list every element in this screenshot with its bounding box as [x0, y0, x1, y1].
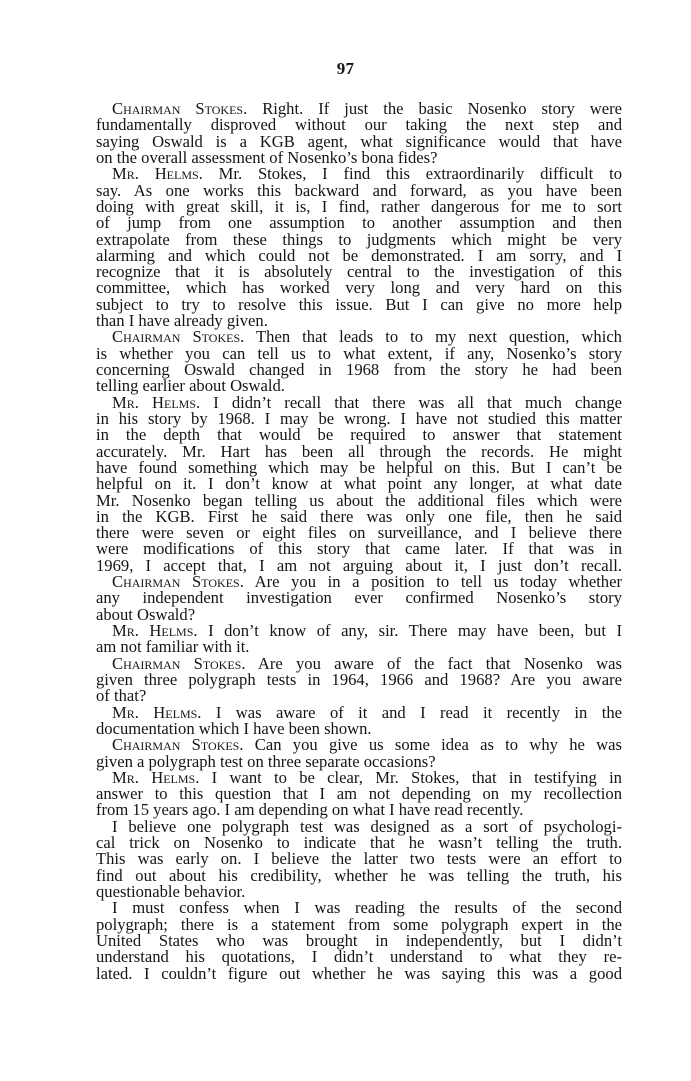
line-text: say. As one works this backward and forward, as you have been: [96, 180, 622, 200]
line-text: accurately. Mr. Hart has been all through the records. He might: [96, 441, 622, 461]
text-line: [96, 669, 622, 689]
text-line: [96, 963, 622, 983]
line-text: lated. I couldn’t figure out whether he was saying this was a good: [96, 963, 622, 983]
line-text: of jump from one assumption to another assumption and then: [96, 213, 622, 233]
line-text: I don’t know of any, sir. There may have been, but I: [197, 621, 622, 640]
line-text: alarming and which could not be demonstrated. I am sorry, and I: [96, 245, 622, 265]
line-text: is whether you can tell us to what extent, if any, Nosenko’s story: [96, 343, 622, 363]
line-text: Then that leads to to my next question, which: [244, 327, 622, 347]
line-text: I was aware of it and I read it recently in the: [201, 702, 622, 722]
line-text: extrapolate from these things to judgments which might be very: [96, 229, 622, 249]
line-text: in the KGB. First he said there was only one file, then he said: [96, 506, 622, 526]
line-text: there were seven or eight files on surveillance, and I believe there: [96, 523, 622, 543]
line-text: Right. If just the basic Nosenko story were: [247, 99, 622, 118]
line-text: Can you give us some idea as to why he was: [243, 735, 622, 755]
page-number: 97: [336, 59, 355, 78]
line-text: concerning Oswald changed in 1968 from the story he had been: [96, 360, 622, 379]
line-text: understand his quotations, I didn’t understand to what they re-: [96, 947, 622, 967]
line-text: documentation which I have been shown.: [96, 718, 372, 738]
line-text: were modifications of this story that came later. If that was in: [96, 539, 622, 559]
line-text: I didn’t recall that there was all that much change: [200, 392, 622, 412]
line-text: Mr. Nosenko began telling us about the additional files which were: [96, 490, 622, 510]
line-text: 1969, I accept that, I am not arguing about it, I just don’t recall.: [96, 555, 622, 575]
line-text: I believe one polygraph test was designed as a sort of psychologi-: [112, 816, 622, 836]
line-text: subject to try to resolve this issue. But I can give no more help: [96, 294, 622, 314]
line-text: in the depth that would be required to answer that statement: [96, 425, 622, 445]
line-text: about Oswald?: [96, 604, 196, 624]
speaker-name: Chairman Stokes.: [112, 327, 245, 347]
line-text: I want to be clear, Mr. Stokes, that in testifying in: [199, 767, 622, 787]
line-text: given a polygraph test on three separate occasions?: [96, 751, 436, 771]
line-text: committee, which has worked very long and very hard on this: [96, 278, 622, 298]
line-text: cal trick on Nosenko to indicate that he wasn’t telling the truth.: [96, 833, 622, 853]
speaker-name: Chairman Stokes.: [112, 572, 244, 592]
line-text: am not familiar with it.: [96, 637, 250, 657]
line-text: telling earlier about Oswald.: [96, 376, 285, 396]
line-text: saying Oswald is a KGB agent, what significance would that have: [96, 131, 622, 151]
speaker-name: Chairman Stokes.: [112, 653, 246, 673]
line-text: in his story by 1968. I may be wrong. I have not studied this matter: [96, 408, 622, 428]
speaker-name: Mr. Helms.: [112, 702, 202, 722]
testimony-text: [96, 101, 622, 982]
speaker-name: Chairman Stokes.: [112, 99, 248, 118]
line-text: any independent investigation ever confirmed Nosenko’s story: [96, 588, 622, 608]
line-text: have found something which may be helpful on this. But I can’t be: [96, 457, 622, 477]
line-text: I must confess when I was reading the results of the second: [112, 898, 622, 918]
line-text: polygraph; there is a statement from some polygraph expert in the: [96, 914, 622, 934]
speaker-name: Mr. Helms.: [112, 621, 198, 640]
line-text: on the overall assessment of Nosenko’s bona fides?: [96, 147, 438, 167]
line-text: given three polygraph tests in 1964, 1966 and 1968? Are you aware: [96, 669, 622, 689]
line-text: United States who was brought in independently, but I didn’t: [96, 930, 622, 950]
line-text: find out about his credibility, whether he was telling the truth, his: [96, 865, 622, 885]
line-text: than I have already given.: [96, 311, 268, 331]
line-text: This was early on. I believe the latter two tests were an effort to: [96, 849, 622, 869]
line-text: of that?: [96, 686, 147, 706]
line-text: Mr. Stokes, I find this extraordinarily difficult to: [202, 164, 622, 184]
line-text: doing with great skill, it is, I find, rather dangerous for me to sort: [96, 196, 622, 216]
line-text: Are you in a position to tell us today whether: [243, 572, 622, 592]
speaker-name: Mr. Helms.: [112, 392, 201, 412]
line-text: fundamentally disproved without our taking the next step and: [96, 115, 622, 135]
speaker-name: Mr. Helms.: [112, 767, 200, 787]
speaker-name: Chairman Stokes.: [112, 735, 244, 755]
line-text: recognize that it is absolutely central to the investigation of this: [96, 262, 622, 282]
line-text: Are you aware of the fact that Nosenko was: [245, 653, 622, 673]
line-text: answer to this question that I am not depending on my recollection: [96, 784, 622, 804]
line-text: questionable behavior.: [96, 882, 246, 901]
line-text: helpful on it. I don’t know at what point any longer, at what date: [96, 474, 622, 494]
line-text: from 15 years ago. I am depending on what I have read recently.: [96, 800, 524, 820]
speaker-name: Mr. Helms.: [112, 164, 203, 184]
